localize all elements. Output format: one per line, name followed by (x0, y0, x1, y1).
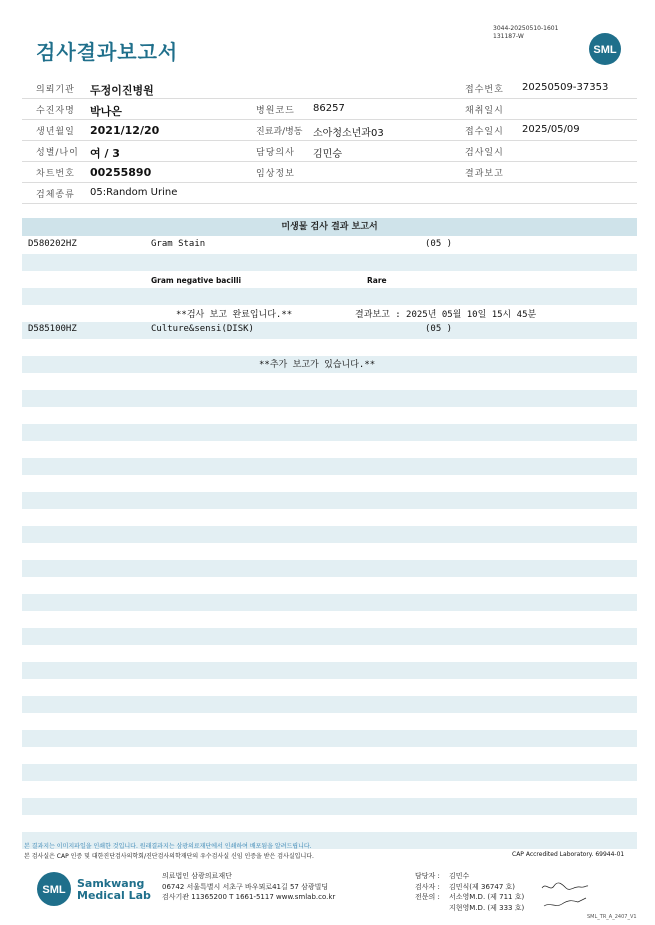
staff-block (415, 871, 524, 913)
contact-line: 검사기관 11365200 T 1661-5117 www.smlab.co.kr (162, 893, 336, 901)
chart-no-label: 차트번호 (36, 169, 75, 179)
receipt-date-value: 2025/05/09 (522, 124, 580, 135)
address-line: 06742 서울특별시 서초구 바우뫼로41길 57 삼광빌딩 (162, 882, 329, 891)
result-stripe (22, 492, 637, 509)
patient-label: 수진자명 (36, 106, 75, 116)
cap-accreditation: CAP Accredited Laboratory. 69944-01 (512, 851, 625, 858)
receipt-no-value: 20250509-37353 (522, 82, 609, 93)
sml-logo-icon (588, 32, 622, 66)
examiner-label: 검사자 : (415, 882, 440, 891)
brand-name (77, 878, 151, 902)
sex-age-value: 여 / 3 (90, 147, 120, 160)
report-time: 결과보고 : 2025년 05월 10일 15시 45분 (355, 310, 537, 320)
chart-no-value: 00255890 (90, 166, 152, 179)
result-stripe (22, 254, 637, 271)
specialist1-name: 서소영M.D. (제 711 호) (449, 893, 525, 901)
specimen-label: 검체종류 (36, 190, 75, 200)
receipt-date-label: 접수일시 (465, 127, 504, 137)
test2-name: Culture&sensi(DISK) (151, 324, 254, 334)
result-stripe (22, 764, 637, 781)
hosp-code-label: 병원코드 (256, 106, 295, 116)
info-row (22, 141, 637, 162)
sex-age-label: 성별/나이 (36, 148, 79, 158)
form-code: SML_TR_A_2407_V1 (587, 914, 637, 920)
org-name: 의료법인 삼광의료재단 (162, 872, 232, 880)
result-stripe (22, 322, 637, 339)
print-notice: 본 결과지는 이미지파일을 인쇄한 것입니다. 원래결과지는 삼광의료재단에서 인쇄하여 배포됨을 알려드립니다. (24, 843, 312, 850)
result-stripe (22, 390, 637, 407)
result-stripe (22, 696, 637, 713)
manager-label: 담당자 : (415, 872, 440, 880)
page-title: 검사결과보고서 (36, 40, 179, 64)
brand-line1: Samkwang (77, 877, 145, 890)
sml-bottom-logo-icon (36, 871, 72, 907)
test2-code: D585100HZ (28, 324, 77, 334)
signature-icon (540, 880, 590, 910)
complete-message: **검사 보고 완료입니다.** (176, 310, 293, 320)
test1-code: D580202HZ (28, 239, 77, 249)
result-stripe (22, 288, 637, 305)
hospital-value: 두정이진병원 (90, 84, 154, 97)
info-row (22, 78, 637, 99)
test1-specimen: (05 ) (425, 239, 453, 249)
result-stripe (22, 730, 637, 747)
manager-name: 김민수 (449, 872, 470, 880)
document-id-line1: 3044-20250510-1601 (493, 25, 559, 32)
dept-value: 소아청소년과03 (313, 128, 384, 139)
hosp-code-value: 86257 (313, 103, 345, 114)
document-id-line2: 131187-W (493, 33, 524, 40)
sml-logo-text: SML (593, 44, 617, 56)
lab-address (162, 871, 335, 903)
info-row (22, 162, 637, 183)
result-stripe (22, 526, 637, 543)
additional-message: **추가 보고가 있습니다.** (259, 360, 376, 370)
accreditation-notice: 본 검사실은 CAP 인증 및 대한진단검사의학회/진단검사의학재단의 우수검사실 신임 인증을 받은 검사실입니다. (24, 853, 314, 860)
collect-date-label: 채취일시 (465, 106, 504, 116)
doctor-value: 김민승 (313, 149, 342, 160)
brand-line2: Medical Lab (77, 889, 151, 902)
specimen-value: 05:Random Urine (90, 187, 178, 198)
result-stripe (22, 662, 637, 679)
hospital-label: 의뢰기관 (36, 85, 75, 95)
result-stripe (22, 798, 637, 815)
results-title: 미생물 검사 결과 보고서 (22, 218, 637, 236)
info-row (22, 99, 637, 120)
patient-value: 박나은 (90, 105, 122, 118)
test1-name: Gram Stain (151, 239, 206, 249)
test2-specimen: (05 ) (425, 324, 453, 334)
document-id (493, 25, 558, 41)
test-date-label: 검사일시 (465, 148, 504, 158)
result-stripe (22, 424, 637, 441)
info-row (22, 183, 637, 204)
specialist2-name: 지현영M.D. (제 333 호) (449, 903, 525, 912)
dob-label: 생년월일 (36, 127, 75, 137)
finding-name: Gram negative bacilli (151, 276, 242, 285)
result-stripe (22, 458, 637, 475)
clinical-label: 임상정보 (256, 169, 295, 179)
receipt-no-label: 접수번호 (465, 85, 504, 95)
report-label: 결과보고 (465, 169, 504, 179)
examiner-name: 김민식(제 36747 호) (449, 882, 515, 891)
result-stripe (22, 560, 637, 577)
doctor-label: 담당의사 (256, 148, 295, 158)
dept-label: 진료과/병동 (256, 127, 303, 137)
finding-value: Rare (367, 276, 387, 285)
result-stripe (22, 628, 637, 645)
sml-bottom-logo-text: SML (42, 884, 66, 896)
result-stripe (22, 594, 637, 611)
dob-value: 2021/12/20 (90, 124, 160, 137)
specialist-label: 전문의 : (415, 893, 440, 901)
info-row (22, 120, 637, 141)
